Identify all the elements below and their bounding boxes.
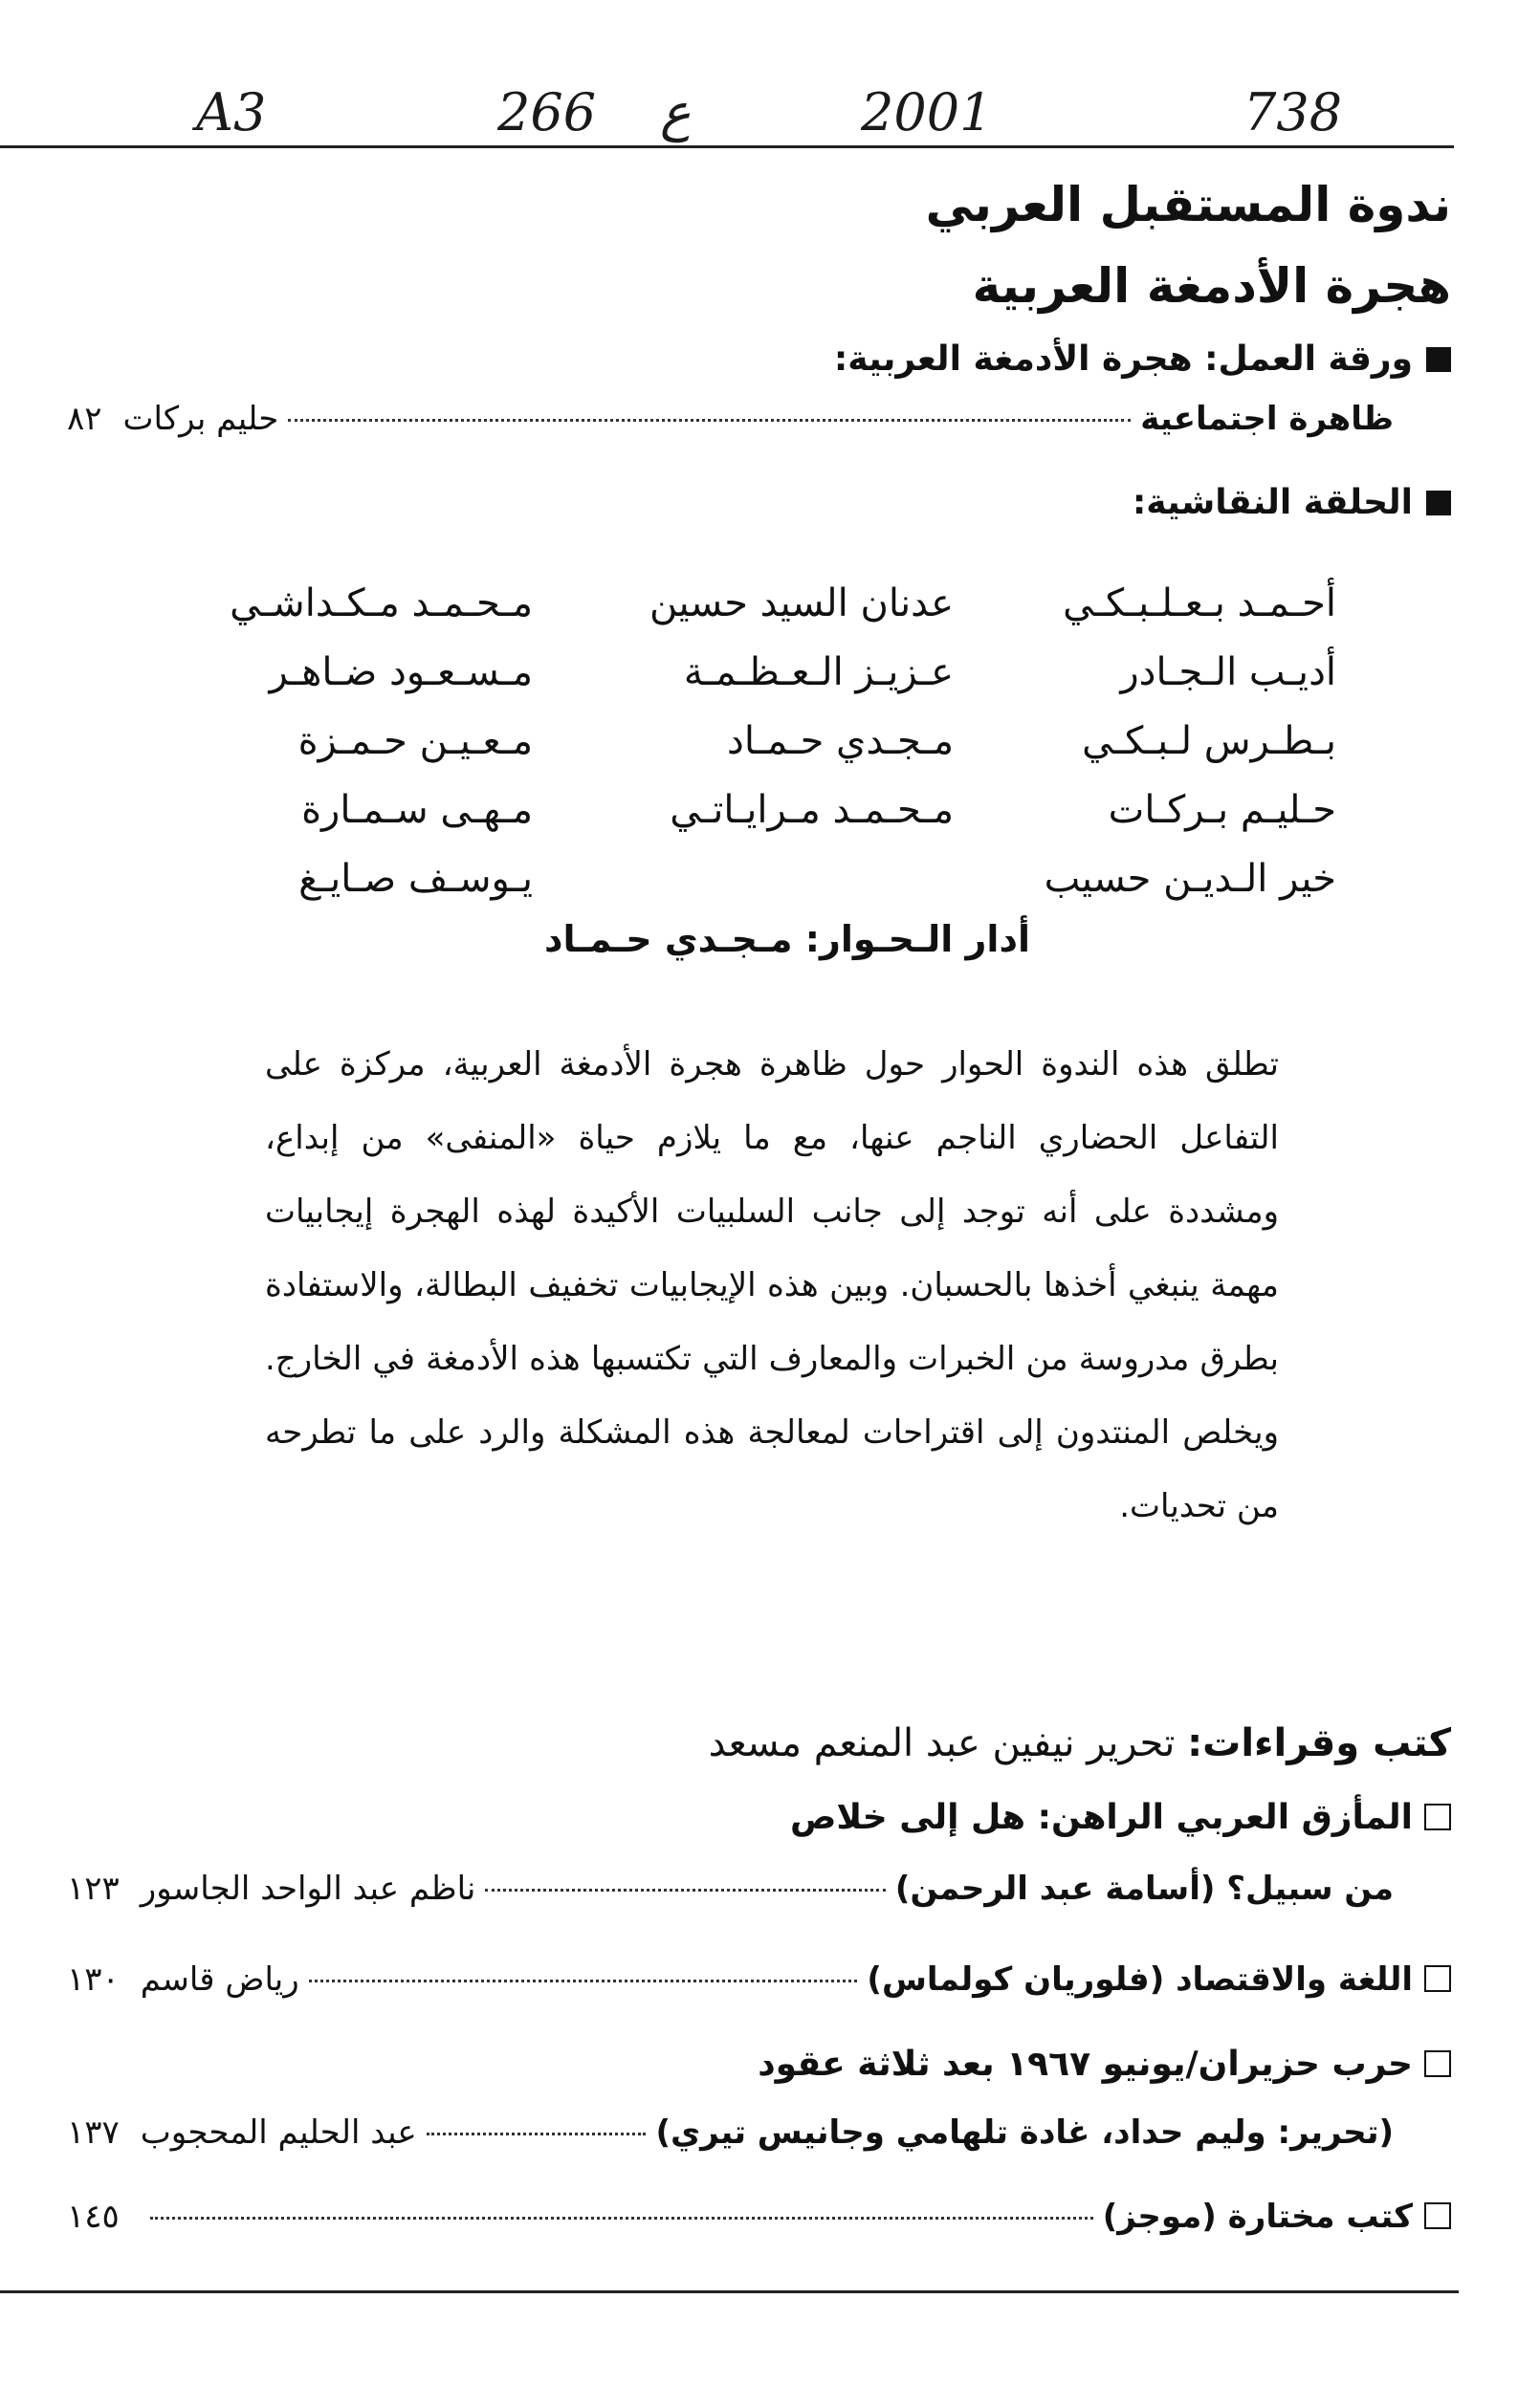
panel-heading: الحلقة النقاشية: (1133, 483, 1451, 522)
entry-page: ٨٢ (67, 400, 102, 438)
toc-entry-working-paper (67, 400, 1394, 448)
entry-title: ظاهرة اجتماعية (1140, 400, 1394, 438)
entry-page: ١٢٣ (67, 1870, 120, 1908)
panel-name: بـطـرس لـبـكـي (1082, 719, 1336, 763)
checkbox-icon (1424, 1965, 1451, 1992)
checkbox-icon (1424, 1804, 1451, 1830)
entry-author: ناظم عبد الواحد الجاسور (140, 1870, 476, 1908)
toc-entry-book (67, 2113, 1394, 2161)
toc-entry-book (67, 1960, 1451, 2008)
panel-name: عدنان السيد حسين (649, 581, 954, 625)
panel-name: مـحـمـد مـكـداشـي (230, 581, 533, 625)
moderator-line: أدار الـحـوار: مـجـدي حـمـاد (544, 918, 1030, 960)
bullet-square-icon (1426, 491, 1451, 515)
entry-page: ١٣٧ (67, 2113, 120, 2152)
checkbox-icon (1424, 2202, 1451, 2229)
entry-author: عبد الحليم المحجوب (140, 2113, 417, 2152)
panel-name: مـسـعـود ضـاهـر (269, 650, 533, 694)
panel-name: أحـمـد بـعـلـبـكـي (1063, 581, 1336, 625)
panel-name: حـليـم بـركـات (1108, 788, 1336, 832)
leader-dots (288, 419, 1131, 422)
entry-title: كتب مختارة (موجز) (1103, 2198, 1451, 2236)
panel-name: مـهـى سـمـارة (301, 788, 533, 832)
toc-entry-book (67, 1870, 1394, 1917)
entry-author: رياض قاسم (140, 1960, 299, 1999)
panel-name: عـزيـز الـعـظـمـة (683, 650, 954, 694)
panel-name: أديـب الـجـادر (1120, 650, 1336, 694)
page-title: ندوة المستقبل العربي (925, 177, 1451, 232)
entry-title: من سبيل؟ (أسامة عبد الرحمن) (894, 1870, 1394, 1908)
leader-dots (150, 2217, 1093, 2220)
panel-name: مـعـيـن حـمـزة (297, 719, 533, 763)
entry-page: ١٤٥ (67, 2198, 120, 2236)
entry-title: (تحرير: وليم حداد، غادة تلهامي وجانيس تيري) (655, 2113, 1394, 2152)
entry-title: اللغة والاقتصاد (فلوريان كولماس) (867, 1960, 1451, 1999)
panel-names-grid (131, 574, 1336, 908)
panel-name (533, 849, 954, 908)
bottom-rule (0, 2290, 1459, 2293)
leader-dots (427, 2133, 647, 2135)
leader-dots (309, 1980, 858, 1982)
book-item-line1: المأزق العربي الراهن: هل إلى خلاص (790, 1798, 1451, 1837)
entry-author: حليم بركات (122, 400, 279, 438)
handwritten-mark: ع (660, 82, 692, 142)
abstract-paragraph: تطلق هذه الندوة الحوار حول ظاهرة هجرة الأدمغة العربية، مركزة على التفاعل الحضاري الناجم عنها، مع ما يلازم حياة «المنفى» من إبداع، ومشددة على أنه توجد إلى جانب السلبيات الأكيدة لهذه الهجرة إيجابيات مهمة ينبغي أخذها بالحسبان. وبين هذه الإيجابيات تخفيف البطالة، والاستفادة بطرق مدروسة من الخبرات والمعارف التي تكتسبها هذه الأدمغة في الخارج. ويخلص المنتدون إلى اقتراحات لمعالجة هذه المشكلة والرد على ما تطرحه من تحديات. (265, 1045, 1279, 1525)
books-heading: كتب وقراءات: تحرير نيفين عبد المنعم مسعد (708, 1721, 1451, 1765)
entry-page: ١٣٠ (67, 1960, 120, 1999)
handwritten-mark: 2001 (861, 82, 993, 142)
panel-name: مـجـدي حـمـاد (727, 719, 954, 763)
checkbox-icon (1424, 2050, 1451, 2077)
toc-entry-book (67, 2198, 1451, 2245)
leader-dots (485, 1889, 886, 1892)
working-paper-heading: ورقة العمل: هجرة الأدمغة العربية: (834, 339, 1451, 379)
bullet-square-icon (1426, 347, 1451, 372)
panel-name: خير الـديـن حسيب (1044, 857, 1336, 901)
panel-name: مـحـمـد مـرايـاتـي (670, 788, 954, 832)
handwritten-mark: A3 (196, 82, 267, 142)
panel-name: يـوسـف صـايـغ (298, 857, 533, 901)
handwritten-mark: 266 (497, 82, 597, 142)
page-subtitle: هجرة الأدمغة العربية (972, 258, 1451, 314)
book-item-line1: حرب حزيران/يونيو ١٩٦٧ بعد ثلاثة عقود (758, 2045, 1451, 2084)
top-rule (0, 145, 1454, 148)
handwritten-mark: 738 (1243, 82, 1343, 142)
